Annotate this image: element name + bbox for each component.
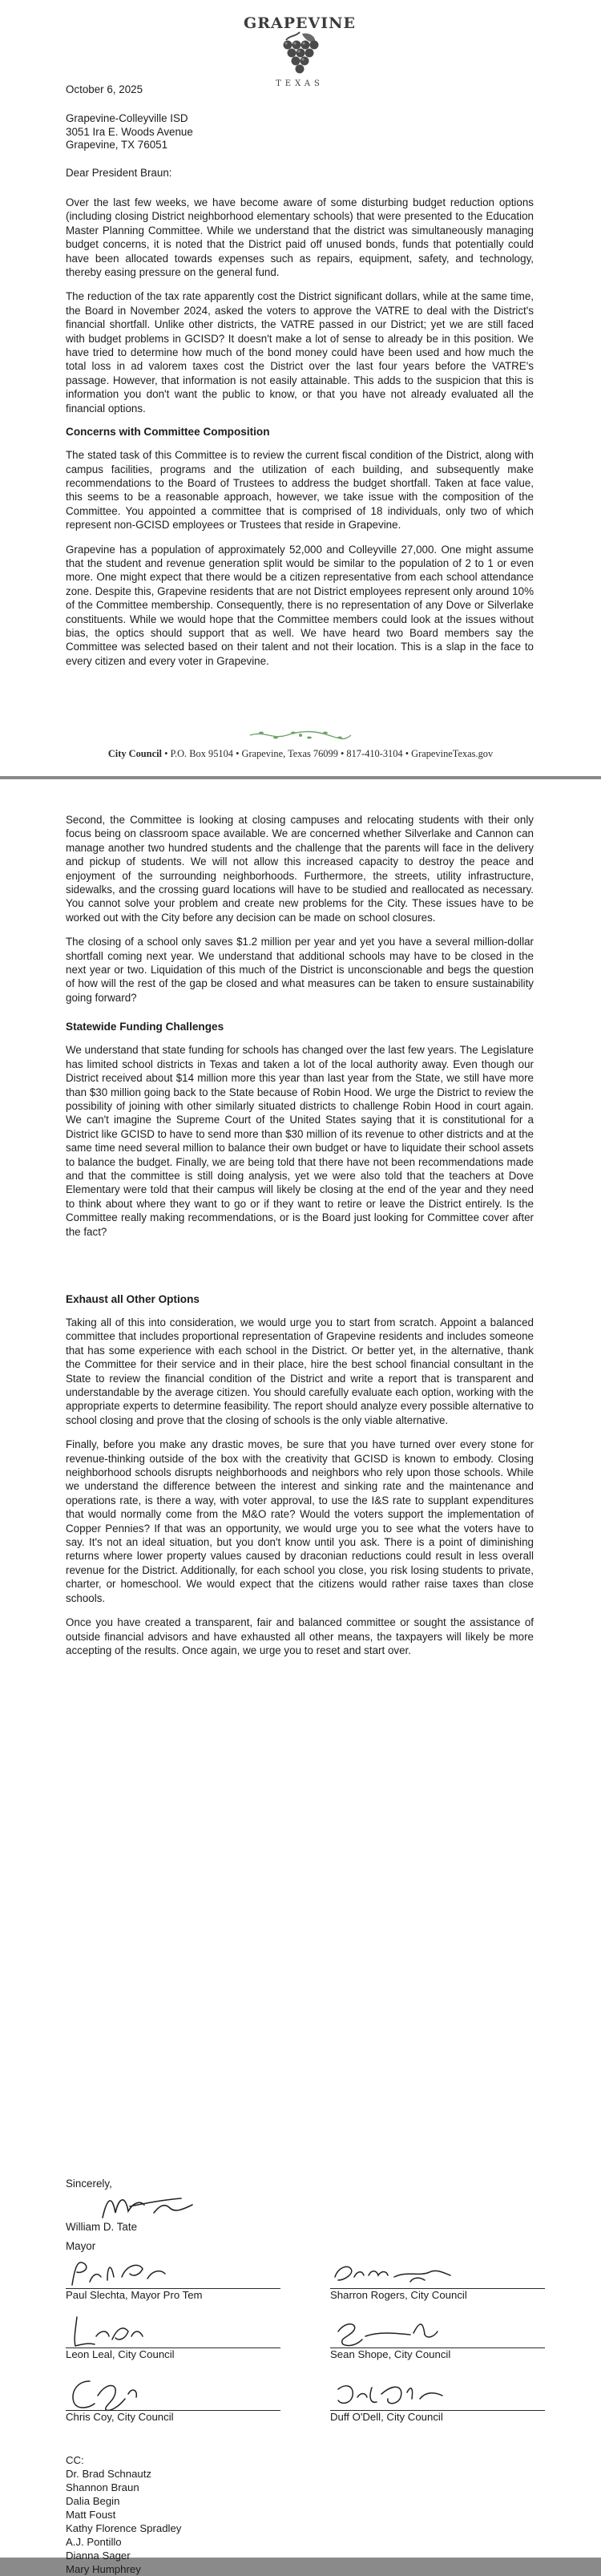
letterhead-footer [0,748,601,760]
closing: Sincerely, [66,2178,112,2190]
signature-icon [66,2312,218,2349]
city-logo [228,13,372,101]
paragraph-continued: Grapevine has a population of approximately 52,000 and Colleyville 27,000. One might assume that the student and revenue generation split would be similar to the population of 2 to 1 or even more. One might expect that there would be a citizen representative from each school attendance zone. Despite this, Grapevine residents that are not District employees represent only around 10% of the Committee membership. Consequently, there is no representation of any Dove or Silverlake constituents. While we would hope that the Committee members could look at the issues without bias, the optics should support that as well. We have heard two Board members say the Committee was selected based on their talent and not their location. This is a slap in the face to every citizen and every voter in Grapevine. [66,543,534,667]
paragraph: Second, the Committee is looking at closing campuses and relocating students with their only focus being on classroom space available. We are concerned whether Silverlake and Cannon can manage another two hundred students and the challenge that the parents will face in the delivery and pickup of students. We will not allow this increased capacity to destroy the peace and enjoyment of the surrounding neighborhoods. Furthermore, the streets, utility infrastructure, sidewalks, and the crossing guard locations will have to be studied and reallocated as necessary. You cannot solve your problem and create new problems for the City. These issues have to be worked out with the City before any decision can be made on school closures. [66,814,534,924]
cc-list [66,2453,181,2576]
signatory-name: Sharron Rogers, City Council [330,2289,467,2301]
signature-icon [66,2253,218,2290]
signatory-name: Duff O'Dell, City Council [330,2411,443,2423]
signature-block [66,2253,306,2299]
letter-date: October 6, 2025 [66,83,143,95]
signatory-name: Chris Coy, City Council [66,2411,174,2423]
letter-body-page-2 [66,813,534,1668]
signature-icon [330,2312,482,2349]
cc-name: Dr. Brad Schnautz [66,2468,152,2480]
signature-block [66,2312,306,2359]
cc-name: Dianna Sager [66,2550,131,2562]
paragraph: The stated task of this Committee is to review the current fiscal condition of the District, along with campus facilities, programs and the utilization of each building, and subsequently make recommendations to the Board of Trustees to address the budget shortfall. Taken at face value, this seems to be a reasonable approach, however, we take issue with the composition of the Committee. You appointed a committee that is comprised of 18 individuals, only two of which represent non-GCISD employees or Trustees that reside in Grapevine. [66,449,534,532]
signature-block [330,2253,571,2299]
cc-name: Mary Humphrey [66,2563,141,2575]
vine-flourish-icon [248,730,353,741]
signature-icon [330,2375,482,2412]
recipient-line: 3051 Ira E. Woods Avenue [66,125,193,138]
letter-page-1 [0,0,601,776]
recipient-line: Grapevine, TX 76051 [66,139,168,151]
mayor-title: Mayor [66,2240,96,2252]
signature-block [330,2375,571,2421]
logo-subtext: TEXAS [276,79,324,88]
cc-name: A.J. Pontillo [66,2536,122,2548]
logo-wordmark: GRAPEVINE [243,14,356,32]
mayor-name: William D. Tate [66,2221,138,2233]
cc-name: Matt Foust [66,2509,116,2521]
letter-body-page-1 [66,196,534,667]
section-heading-funding: Statewide Funding Challenges [66,1021,224,1033]
paragraph: Finally, before you make any drastic moves, be sure that you have turned over every stone for revenue-thinking outside of the box with the creativity that GCISD is known to embody. Closing neighborhood schools disrupts neighborhoods and neighbors who rely upon those schools. While we understand the difference between the interest and sinking rate and the maintenance and operations rate, is there a way, with voter approval, to use the I&S rate to supplant expenditures that would normally come from the M&O rate? Would the voters support the implementation of Copper Pennies? If that was an opportunity, we would urge you to see what the voters have to say. It's not an ideal situation, but you don't know until you ask. There is a point of diminishing returns where lower property values caused by draconian reductions could result in less overall revenue for the District. Additionally, for each school you close, you risk losing students to private, charter, or homeschool. We would expect that the citizens would rather raise taxes than close schools. [66,1438,534,1604]
paragraph: The closing of a school only saves $1.2 million per year and yet you have a several million-dollar shortfall coming next year. We understand that additional schools may have to be closed in the next year or two. Liquidation of this much of the District is unconscionable and begs the question of how will the rest of the gap be closed and what measures can be taken to ensure sustainability going forward? [66,936,534,1004]
paragraph: The reduction of the tax rate apparently cost the District significant dollars, while at the same time, the Board in November 2024, asked the voters to approve the VATRE to deal with the District's financial shortfall. Unlike other districts, the VATRE passed in our District; yet we are still faced with budget problems in GCISD? It doesn't make a lot of sense to already be in this position. We have tried to determine how much of the bond money could have been used and how much the total loss in ad valorem taxes cost the District over the last four years before the VATRE's passage. However, that information is not easily attainable. This adds to the suspicion that this is information you don't want the public to know, or that you have not already evaluated all the financial options. [66,290,534,415]
paragraph: Taking all of this into consideration, we would urge you to start from scratch. Appoint a balanced committee that includes proportional representation of Grapevine residents and includes someone that has some experience with each school in the District. Or better yet, in the alternative, thank the Committee for their service and in their place, hire the best school financial consultant in the State to review the financial condition of the District and write a report that is transparent and understandable by the average citizen. You should carefully evaluate each option, working with the appropriate experts to determine feasibility. The report should analyze every possible alternative to school closing and prove that the closing of schools is the only viable alternative. [66,1316,534,1426]
signatory-name: Leon Leal, City Council [66,2348,175,2360]
signatory-name: Paul Slechta, Mayor Pro Tem [66,2289,203,2301]
signature-block [330,2312,571,2359]
cc-name: Dalia Begin [66,2495,120,2507]
section-heading-exhaust: Exhaust all Other Options [66,1292,200,1305]
cc-name: Shannon Braun [66,2481,139,2493]
paragraph: Over the last few weeks, we have become aware of some disturbing budget reduction options (including closing District neighborhood elementary schools) that were presented to the Education Master Planning Committee. While we understand that the district was simultaneously managing budget concerns, it is noted that the District paid off unused bonds, funds that potentially could have been allocated towards expenses such as repairs, equipment, safety, and technology, thereby easing pressure on the general fund. [66,196,534,279]
recipient-line: Grapevine-Colleyville ISD [66,112,188,124]
cc-label: CC: [66,2454,84,2466]
salutation: Dear President Braun: [66,167,172,179]
signature-icon [66,2375,218,2412]
signatory-name: Sean Shope, City Council [330,2348,451,2360]
signature-block [66,2375,306,2421]
recipient-address [66,112,193,152]
paragraph: We understand that state funding for schools has changed over the last few years. The Legislature has limited school districts in Texas and taken a lot of the local authority away. Even though our District received about $14 million more this year than last year from the State, we still have more than $30 million going back to the State because of Robin Hood. We urge the District to review the possibility of joining with other similarly situated districts to challenge Robin Hood in court again. We can't imagine the Supreme Court of the United States saying that it is constitutional for a District like GCISD to have to send more than $30 million of its revenue to other districts and at the same time need several million to balance their own budget or have to liquidate their school assets to balance the budget. Finally, we are being told that there have not been recommendations made and that the committee is still doing analysis, yet we were also told that the teachers at Dove Elementary were told that their campus will likely be closing at the end of the year and they need to think about where they want to go or if they want to retire or leave the District entirely. Is the Committee really making recommendations, or is the Board just looking for Committee cover after the fact? [66,1044,534,1238]
paragraph: Once you have created a transparent, fair and balanced committee or sought the assistance of outside financial advisors and have exhausted all other means, the taxpayers will likely be more accepting of the results. Once again, we urge you to reset and start over. [66,1616,534,1656]
section-heading-composition: Concerns with Committee Composition [66,426,270,439]
cc-name: Kathy Florence Spradley [66,2522,182,2534]
letter-page-2 [0,779,601,2575]
footer-contact: • P.O. Box 95104 • Grapevine, Texas 76099 • 817-410-3104 • GrapevineTexas.gov [164,748,494,759]
footer-org: City Council [107,748,162,759]
grape-cluster-icon [272,30,328,80]
signature-icon [330,2253,482,2290]
